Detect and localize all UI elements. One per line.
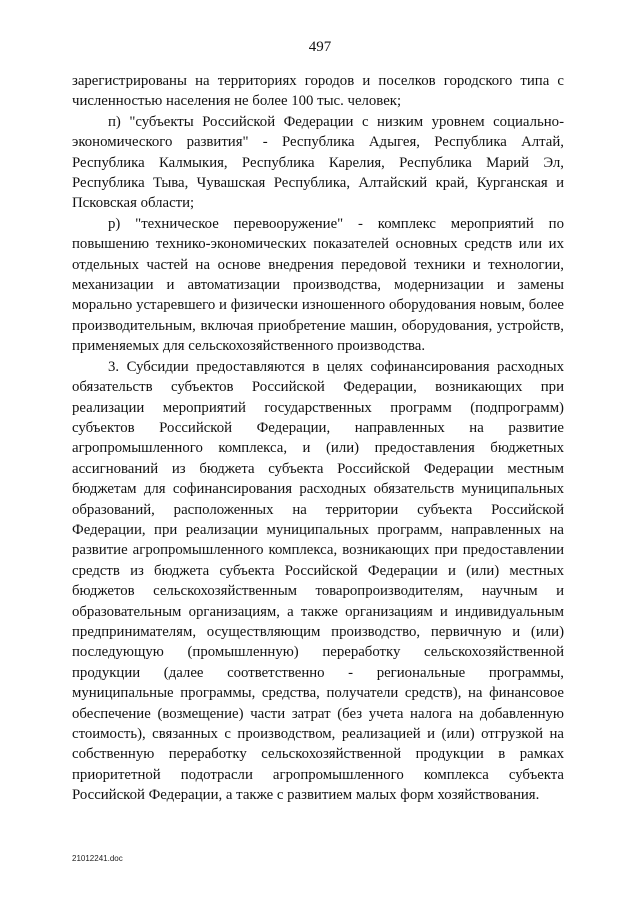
paragraph-clause-3: 3. Субсидии предоставляются в целях софинансирования расходных обязательств субъектов Российской Федерации, возникающих при реализации мероприятий государственных программ (подпрограмм) субъектов Российской Федерации, направленных на развитие агропромышленного комплекса, и (или) предоставления бюджетных ассигнований из бюджета субъекта Российской Федерации местным бюджетам для софинансирования расходных обязательств муниципальных образований, расположенных на территории субъекта Российской Федерации, при реализации муниципальных программ, направленных на развитие агропромышленного комплекса, возникающих при предоставлении средств из бюджета субъекта Российской Федерации и (или) местных бюджетов сельскохозяйственным товаропроизводителям, научным и образовательным организациям, а также организациям и индивидуальным предпринимателям, осуществляющим производство, первичную и (или) последующую (промышленную) переработку сельскохозяйственной продукции (далее соответственно - региональные программы, муниципальные программы, средства, получатели средств), на финансовое обеспечение (возмещение) части затрат (без учета налога на добавленную стоимость), связанных с производством, реализацией и (или) отгрузкой на собственную переработку сельскохозяйственной продукции в рамках приоритетной подотрасли агропромышленного комплекса субъекта Российской Федерации, а также с развитием малых форм хозяйствования. [72,358,564,804]
footer-doc-code: 21012241.doc [72,854,123,863]
paragraph-item-r: р) "техническое перевооружение" - комплекс мероприятий по повышению технико-экономических показателей основных средств или их отдельных частей на основе внедрения передовой техники и технологии, механизации и автоматизации производства, модернизации и замены морально устаревшего и физически изношенного оборудования новым, более производительным, включая приобретение машин, оборудования, устройств, применяемых для сельскохозяйственного производства. [72,215,564,355]
paragraph-item-p: п) "субъекты Российской Федерации с низким уровнем социально-экономического развития" - Республика Адыгея, Республика Алтай, Республика Калмыкия, Республика Карелия, Республика Марий Эл, Республика Тыва, Чувашская Республика, Алтайский край, Курганская и Псковская области; [72,113,564,212]
paragraph-continuation: зарегистрированы на территориях городов и поселков городского типа с численностью населения не более 100 тыс. человек; [72,73,564,110]
document-body [72,71,564,806]
page-number: 497 [308,39,332,55]
